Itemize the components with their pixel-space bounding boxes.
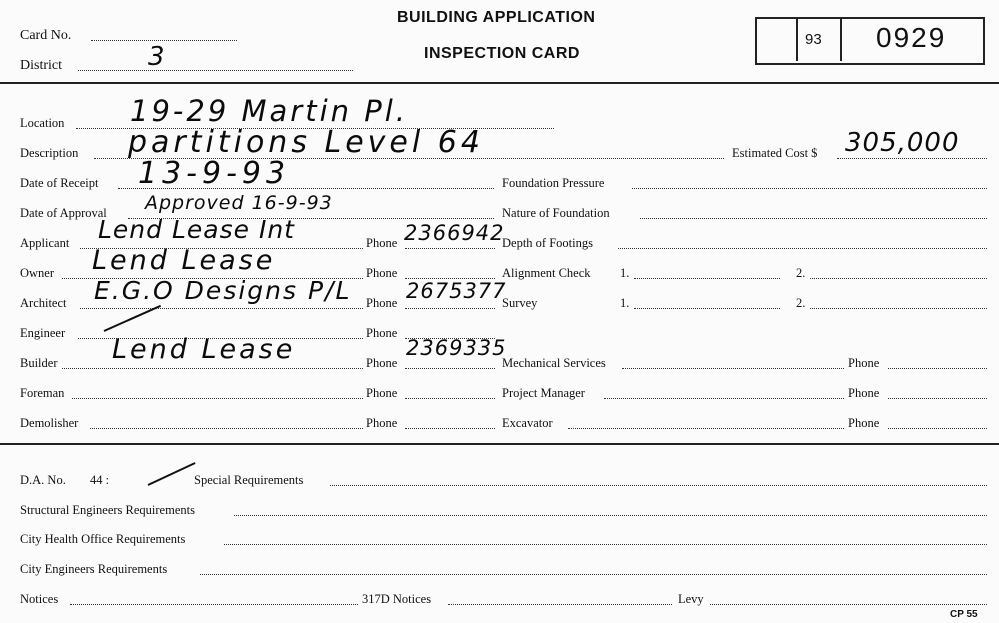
excavator-phone-label: Phone: [848, 416, 880, 430]
levy-label: Levy: [678, 592, 704, 606]
card-no-label: Card No.: [20, 28, 72, 43]
approval-handwritten: Approved 16-9-93: [145, 192, 333, 214]
applicant-phone-label: Phone: [366, 236, 398, 250]
owner-label: Owner: [20, 266, 55, 280]
title-line-2: INSPECTION CARD: [424, 45, 580, 62]
architect-field[interactable]: [80, 308, 363, 309]
depth-footings-field[interactable]: [618, 248, 987, 249]
special-requirements-field[interactable]: [330, 485, 987, 486]
applicant-phone-field[interactable]: [405, 248, 495, 249]
applicant-handwritten: Lend Lease Int: [98, 215, 295, 244]
description-label: Description: [20, 146, 79, 160]
depth-footings-label: Depth of Footings: [502, 236, 593, 250]
district-handwritten: 3: [148, 42, 166, 72]
builder-phone-label: Phone: [366, 356, 398, 370]
year-code: 93: [805, 31, 822, 48]
builder-phone-field[interactable]: [405, 368, 495, 369]
notices-field[interactable]: [70, 604, 358, 605]
foreman-field[interactable]: [72, 398, 363, 399]
alignment-field-1[interactable]: [634, 278, 780, 279]
card-no-field[interactable]: [91, 40, 237, 41]
mechanical-label: Mechanical Services: [502, 356, 606, 370]
city-engineers-field[interactable]: [200, 574, 987, 575]
levy-field[interactable]: [710, 604, 987, 605]
owner-handwritten: Lend Lease: [92, 245, 276, 276]
nature-foundation-label: Nature of Foundation: [502, 206, 610, 220]
alignment-field-2[interactable]: [810, 278, 987, 279]
estimated-cost-handwritten: 305,000: [845, 128, 960, 158]
mechanical-field[interactable]: [622, 368, 844, 369]
architect-label: Architect: [20, 296, 67, 310]
survey-label: Survey: [502, 296, 538, 310]
box-divider-1: [796, 17, 798, 61]
foreman-label: Foreman: [20, 386, 65, 400]
receipt-handwritten: 13-9-93: [138, 156, 291, 191]
architect-phone-label: Phone: [366, 296, 398, 310]
builder-phone-handwritten: 2369335: [406, 336, 507, 360]
structural-field[interactable]: [234, 515, 987, 516]
notices-label: Notices: [20, 592, 59, 606]
da-value: 44 :: [90, 473, 110, 487]
alignment-num-1: 1.: [620, 266, 630, 280]
estimated-cost-label: Estimated Cost $: [732, 146, 818, 160]
builder-handwritten: Lend Lease: [112, 334, 296, 365]
alignment-label: Alignment Check: [502, 266, 591, 280]
title-line-1: BUILDING APPLICATION: [397, 9, 596, 26]
description-handwritten: partitions Level 64: [128, 125, 484, 160]
structural-label: Structural Engineers Requirements: [20, 503, 195, 517]
foreman-phone-field[interactable]: [405, 398, 495, 399]
demolisher-field[interactable]: [90, 428, 363, 429]
da-pen-stroke: [148, 462, 196, 486]
form-code: CP 55: [950, 609, 978, 620]
project-manager-field[interactable]: [604, 398, 844, 399]
engineer-phone-label: Phone: [366, 326, 398, 340]
survey-field-2[interactable]: [810, 308, 987, 309]
excavator-label: Excavator: [502, 416, 553, 430]
foundation-pressure-label: Foundation Pressure: [502, 176, 605, 190]
notices-317d-field[interactable]: [448, 604, 672, 605]
survey-num-1: 1.: [620, 296, 630, 310]
special-requirements-label: Special Requirements: [194, 473, 304, 487]
district-field[interactable]: [78, 70, 353, 71]
receipt-label: Date of Receipt: [20, 176, 99, 190]
header-rule: [0, 82, 999, 84]
box-divider-2: [840, 17, 842, 61]
foreman-phone-label: Phone: [366, 386, 398, 400]
applicant-label: Applicant: [20, 236, 70, 250]
da-label: D.A. No.: [20, 473, 66, 487]
project-manager-phone-field[interactable]: [888, 398, 987, 399]
district-label: District: [20, 58, 62, 73]
estimated-cost-field[interactable]: [837, 158, 987, 159]
engineer-label: Engineer: [20, 326, 66, 340]
project-manager-phone-label: Phone: [848, 386, 880, 400]
approval-label: Date of Approval: [20, 206, 107, 220]
mechanical-phone-field[interactable]: [888, 368, 987, 369]
project-manager-label: Project Manager: [502, 386, 585, 400]
health-field[interactable]: [224, 544, 987, 545]
excavator-field[interactable]: [568, 428, 844, 429]
survey-field-1[interactable]: [634, 308, 780, 309]
survey-num-2: 2.: [796, 296, 806, 310]
builder-field[interactable]: [62, 368, 363, 369]
builder-label: Builder: [20, 356, 58, 370]
mechanical-phone-label: Phone: [848, 356, 880, 370]
city-engineers-label: City Engineers Requirements: [20, 562, 168, 576]
demolisher-phone-field[interactable]: [405, 428, 495, 429]
excavator-phone-field[interactable]: [888, 428, 987, 429]
demolisher-label: Demolisher: [20, 416, 79, 430]
location-label: Location: [20, 116, 65, 130]
card-number: 0929: [876, 22, 947, 53]
owner-phone-label: Phone: [366, 266, 398, 280]
nature-foundation-field[interactable]: [640, 218, 987, 219]
architect-handwritten: E.G.O Designs P/L: [94, 276, 352, 305]
foundation-pressure-field[interactable]: [632, 188, 987, 189]
health-label: City Health Office Requirements: [20, 532, 186, 546]
applicant-phone-handwritten: 2366942: [404, 221, 505, 245]
alignment-num-2: 2.: [796, 266, 806, 280]
card-number-box: [755, 17, 985, 65]
architect-phone-handwritten: 2675377: [406, 279, 507, 303]
demolisher-phone-label: Phone: [366, 416, 398, 430]
architect-phone-field[interactable]: [405, 308, 495, 309]
notices-317d-label: 317D Notices: [362, 592, 432, 606]
location-handwritten: 19-29 Martin Pl.: [130, 94, 408, 128]
middle-rule: [0, 443, 999, 445]
